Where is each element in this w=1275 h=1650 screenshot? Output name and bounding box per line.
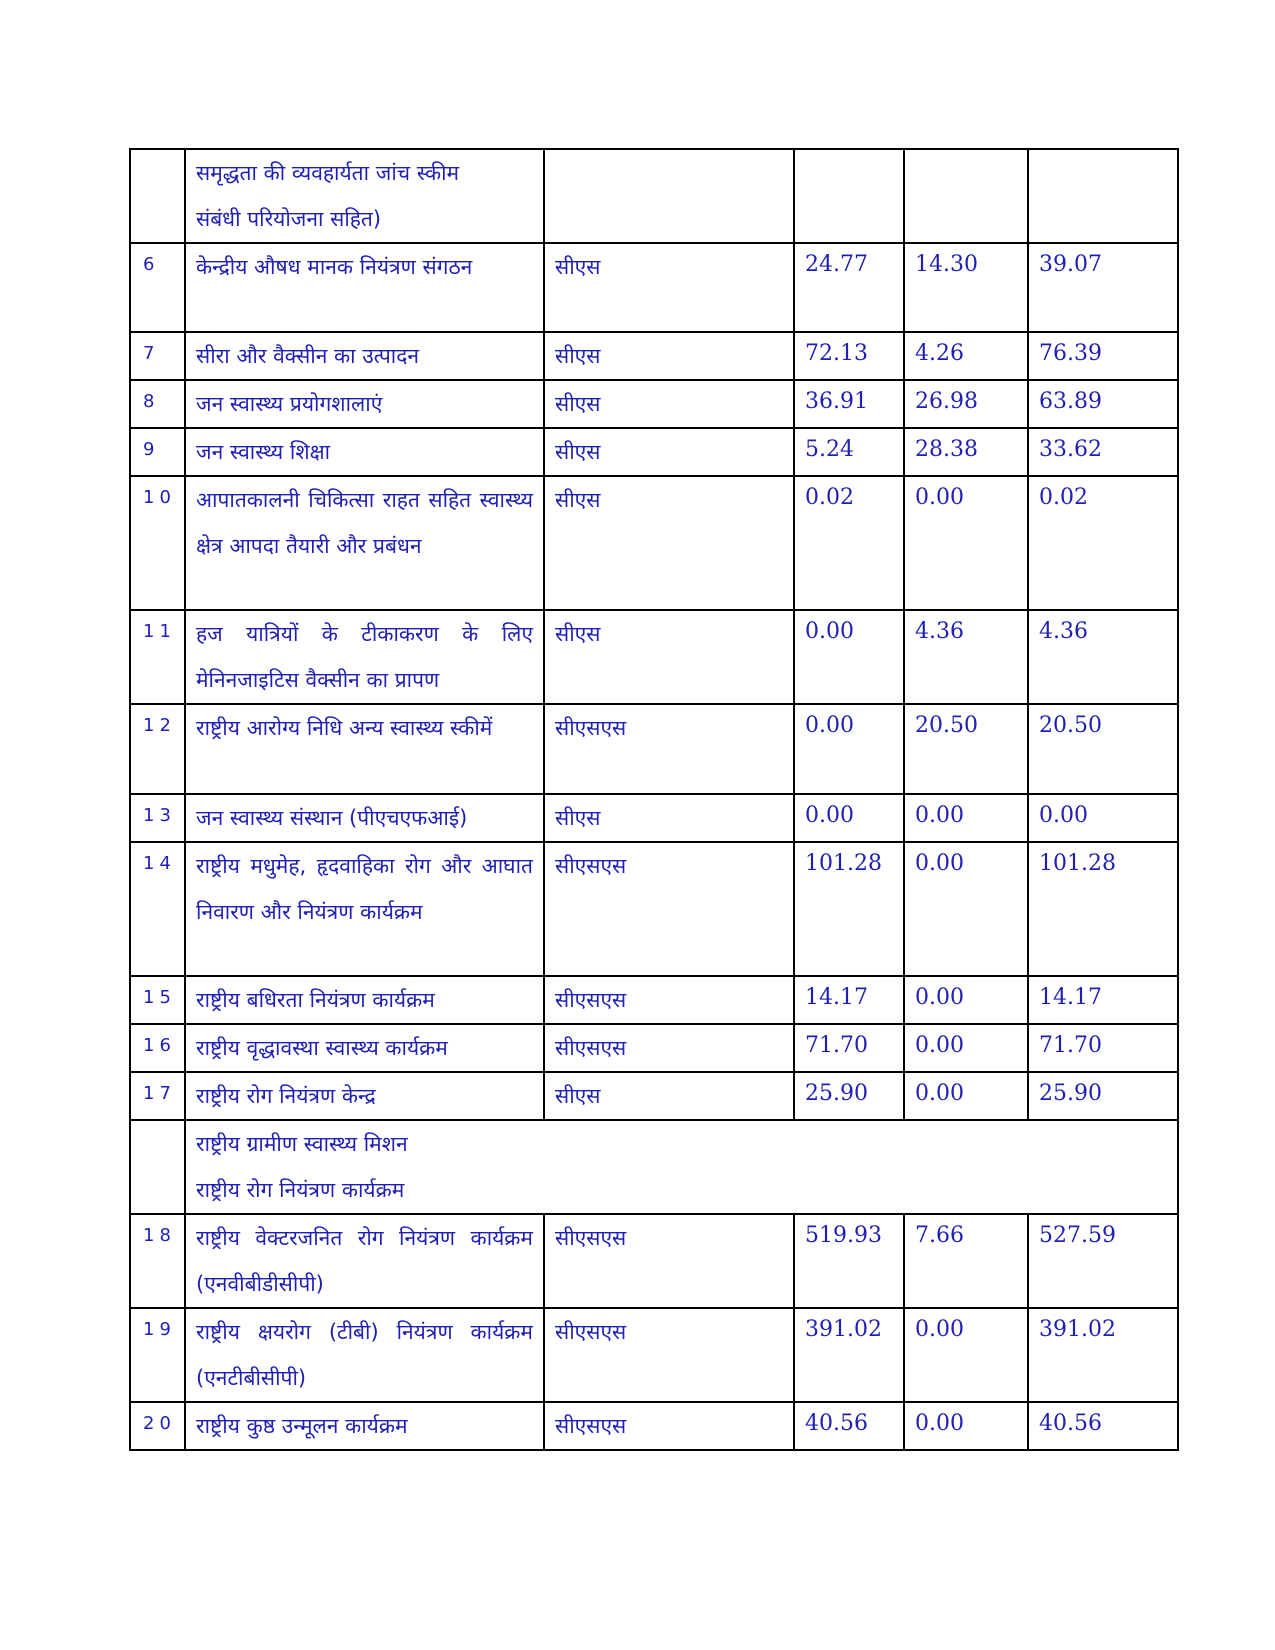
scheme-name-cell: राष्ट्रीय रोग नियंत्रण केन्द्र — [185, 1072, 544, 1120]
serial-cell: 12 — [130, 704, 185, 794]
value-cell-2: 0.00 — [904, 1072, 1028, 1120]
category-cell: सीएसएस — [544, 1402, 794, 1450]
scheme-name-cell: आपातकालनी चिकित्सा राहत सहित स्वास्थ्य क्षेत्र आपदा तैयारी और प्रबंधन — [185, 476, 544, 610]
value-cell-2: 0.00 — [904, 794, 1028, 842]
category-cell: सीएसएस — [544, 976, 794, 1024]
table-row — [130, 794, 1178, 842]
category-cell: सीएसएस — [544, 1308, 794, 1402]
value-cell-1: 72.13 — [794, 332, 904, 380]
serial-cell: 20 — [130, 1402, 185, 1450]
value-cell-2: 26.98 — [904, 380, 1028, 428]
category-cell: सीएसएस — [544, 842, 794, 976]
value-cell-1: 0.00 — [794, 794, 904, 842]
value-cell-2: 20.50 — [904, 704, 1028, 794]
table-row — [130, 428, 1178, 476]
value-cell-3: 63.89 — [1028, 380, 1178, 428]
value-cell-2: 7.66 — [904, 1214, 1028, 1308]
category-cell: सीएस — [544, 610, 794, 704]
scheme-name-cell: केन्द्रीय औषध मानक नियंत्रण संगठन — [185, 243, 544, 332]
category-cell: सीएस — [544, 794, 794, 842]
value-cell-2 — [904, 149, 1028, 243]
category-cell: सीएसएस — [544, 1214, 794, 1308]
table-row — [130, 1214, 1178, 1308]
scheme-name-cell — [185, 149, 544, 243]
serial-cell: 7 — [130, 332, 185, 380]
scheme-name-cell: राष्ट्रीय मधुमेह, हृदवाहिका रोग और आघात निवारण और नियंत्रण कार्यक्रम — [185, 842, 544, 976]
value-cell-2: 0.00 — [904, 1308, 1028, 1402]
serial-cell: 10 — [130, 476, 185, 610]
table-row — [130, 243, 1178, 332]
value-cell-3: 527.59 — [1028, 1214, 1178, 1308]
value-cell-1: 5.24 — [794, 428, 904, 476]
value-cell-3: 0.00 — [1028, 794, 1178, 842]
continuation-line-1: समृद्धता की व्यवहार्यता जांच स्कीम — [196, 161, 460, 185]
serial-cell: 11 — [130, 610, 185, 704]
value-cell-3: 391.02 — [1028, 1308, 1178, 1402]
category-cell: सीएस — [544, 1072, 794, 1120]
scheme-name-cell: राष्ट्रीय क्षयरोग (टीबी) नियंत्रण कार्यक्रम (एनटीबीसीपी) — [185, 1308, 544, 1402]
table-row — [130, 476, 1178, 610]
value-cell-1: 25.90 — [794, 1072, 904, 1120]
section-header-row — [130, 1120, 1178, 1214]
category-cell: सीएस — [544, 476, 794, 610]
scheme-name-cell: हज यात्रियों के टीकाकरण के लिए मेनिनजाइटिस वैक्सीन का प्रापण — [185, 610, 544, 704]
scheme-name-cell: जन स्वास्थ्य शिक्षा — [185, 428, 544, 476]
value-cell-1: 40.56 — [794, 1402, 904, 1450]
serial-cell: 16 — [130, 1024, 185, 1072]
scheme-name-cell: राष्ट्रीय आरोग्य निधि अन्य स्वास्थ्य स्कीमें — [185, 704, 544, 794]
serial-cell: 19 — [130, 1308, 185, 1402]
serial-cell: 8 — [130, 380, 185, 428]
value-cell-3: 101.28 — [1028, 842, 1178, 976]
value-cell-3: 33.62 — [1028, 428, 1178, 476]
table-row — [130, 976, 1178, 1024]
serial-cell: 14 — [130, 842, 185, 976]
value-cell-3: 20.50 — [1028, 704, 1178, 794]
scheme-name-cell: सीरा और वैक्सीन का उत्पादन — [185, 332, 544, 380]
value-cell-3: 40.56 — [1028, 1402, 1178, 1450]
value-cell-2: 0.00 — [904, 976, 1028, 1024]
category-cell: सीएस — [544, 243, 794, 332]
serial-cell — [130, 1120, 185, 1214]
value-cell-1: 0.02 — [794, 476, 904, 610]
serial-cell: 15 — [130, 976, 185, 1024]
category-cell: सीएसएस — [544, 704, 794, 794]
section-header-cell — [185, 1120, 1178, 1214]
serial-cell — [130, 149, 185, 243]
value-cell-2: 28.38 — [904, 428, 1028, 476]
table-row — [130, 1308, 1178, 1402]
table-row — [130, 842, 1178, 976]
table-row — [130, 1024, 1178, 1072]
table-row — [130, 610, 1178, 704]
table-row — [130, 1402, 1178, 1450]
value-cell-1: 391.02 — [794, 1308, 904, 1402]
category-cell: सीएस — [544, 332, 794, 380]
table-row — [130, 1072, 1178, 1120]
value-cell-1: 14.17 — [794, 976, 904, 1024]
value-cell-3 — [1028, 149, 1178, 243]
value-cell-1: 101.28 — [794, 842, 904, 976]
value-cell-2: 14.30 — [904, 243, 1028, 332]
value-cell-3: 14.17 — [1028, 976, 1178, 1024]
serial-cell: 13 — [130, 794, 185, 842]
serial-cell: 18 — [130, 1214, 185, 1308]
category-cell: सीएस — [544, 428, 794, 476]
scheme-name-cell: राष्ट्रीय वेक्टरजनित रोग नियंत्रण कार्यक्रम (एनवीबीडीसीपी) — [185, 1214, 544, 1308]
value-cell-1: 0.00 — [794, 704, 904, 794]
value-cell-2: 0.00 — [904, 476, 1028, 610]
section-title-programme: राष्ट्रीय रोग नियंत्रण कार्यक्रम — [196, 1178, 405, 1202]
serial-cell: 6 — [130, 243, 185, 332]
value-cell-1 — [794, 149, 904, 243]
scheme-name-cell: राष्ट्रीय वृद्धावस्था स्वास्थ्य कार्यक्रम — [185, 1024, 544, 1072]
value-cell-3: 0.02 — [1028, 476, 1178, 610]
section-title-mission: राष्ट्रीय ग्रामीण स्वास्थ्य मिशन — [196, 1132, 408, 1156]
category-cell: सीएस — [544, 380, 794, 428]
value-cell-2: 0.00 — [904, 1402, 1028, 1450]
value-cell-2: 0.00 — [904, 1024, 1028, 1072]
scheme-name-cell: राष्ट्रीय बधिरता नियंत्रण कार्यक्रम — [185, 976, 544, 1024]
continuation-line-2: संबंधी परियोजना सहित) — [196, 207, 382, 231]
value-cell-3: 25.90 — [1028, 1072, 1178, 1120]
table-row — [130, 704, 1178, 794]
value-cell-3: 71.70 — [1028, 1024, 1178, 1072]
scheme-name-cell: जन स्वास्थ्य प्रयोगशालाएं — [185, 380, 544, 428]
value-cell-2: 4.26 — [904, 332, 1028, 380]
scheme-name-cell: जन स्वास्थ्य संस्थान (पीएचएफआई) — [185, 794, 544, 842]
table-row — [130, 380, 1178, 428]
table-row-continuation — [130, 149, 1178, 243]
value-cell-2: 4.36 — [904, 610, 1028, 704]
value-cell-3: 4.36 — [1028, 610, 1178, 704]
scheme-name-cell: राष्ट्रीय कुष्ठ उन्मूलन कार्यक्रम — [185, 1402, 544, 1450]
value-cell-1: 71.70 — [794, 1024, 904, 1072]
value-cell-3: 39.07 — [1028, 243, 1178, 332]
value-cell-3: 76.39 — [1028, 332, 1178, 380]
table-row — [130, 332, 1178, 380]
value-cell-1: 0.00 — [794, 610, 904, 704]
value-cell-2: 0.00 — [904, 842, 1028, 976]
value-cell-1: 519.93 — [794, 1214, 904, 1308]
category-cell: सीएसएस — [544, 1024, 794, 1072]
value-cell-1: 24.77 — [794, 243, 904, 332]
serial-cell: 17 — [130, 1072, 185, 1120]
category-cell — [544, 149, 794, 243]
serial-cell: 9 — [130, 428, 185, 476]
scheme-allocation-table — [129, 148, 1179, 1451]
value-cell-1: 36.91 — [794, 380, 904, 428]
